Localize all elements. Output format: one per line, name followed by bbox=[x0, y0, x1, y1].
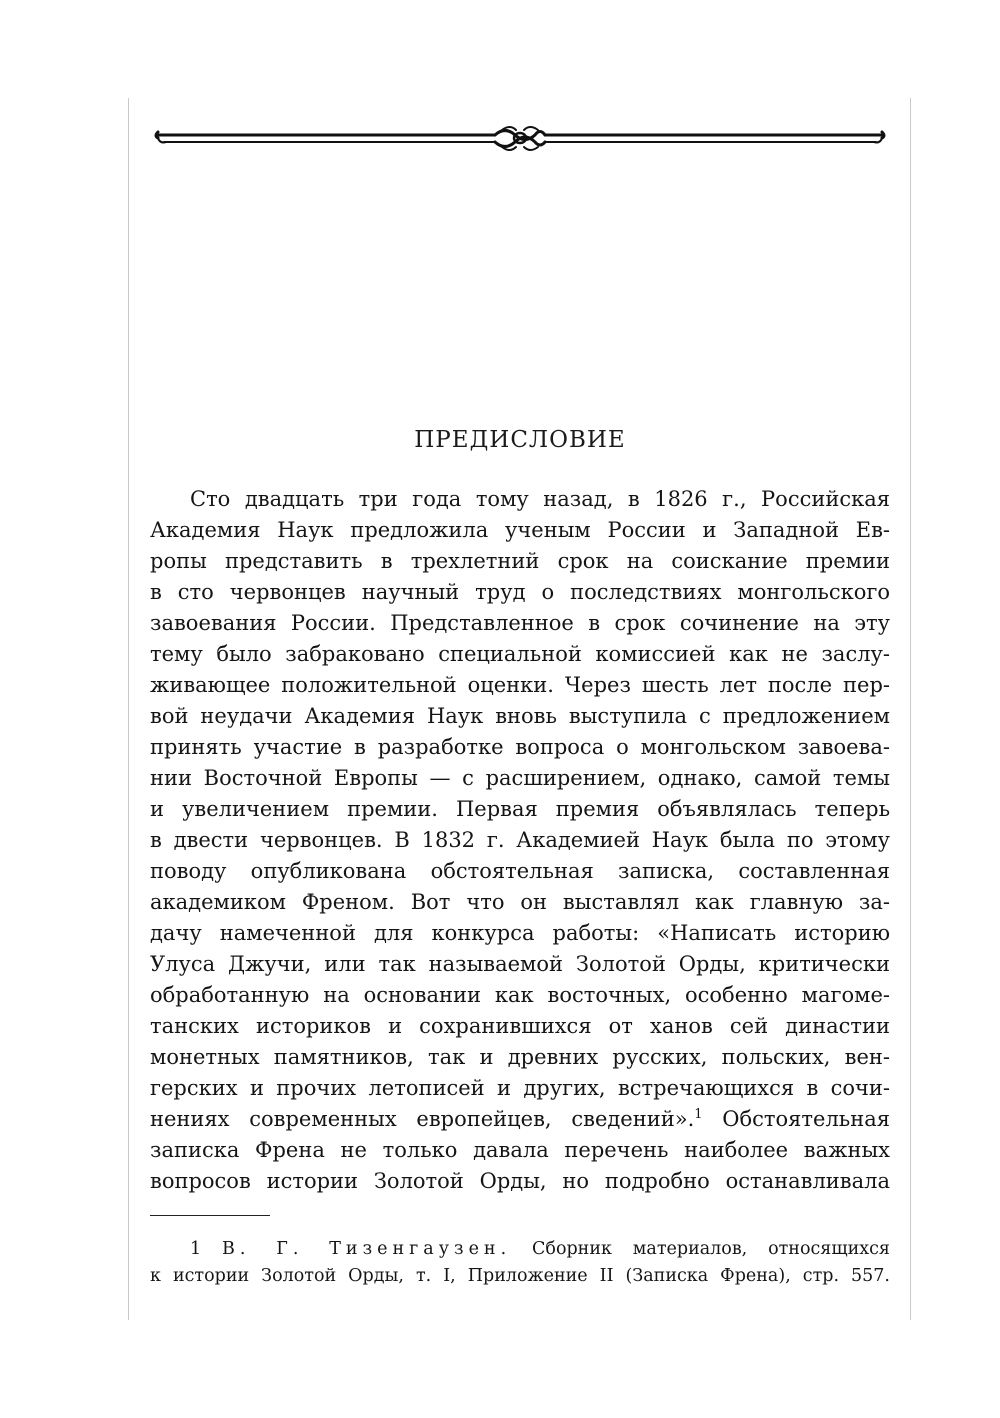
text-line: Академия Наук предложила ученым России и Западной Ев- bbox=[150, 518, 890, 542]
body-text bbox=[150, 484, 890, 1197]
text-line: обработанную на основании как восточных, особенно магоме- bbox=[150, 983, 890, 1007]
text-line: академиком Френом. Вот что он выставлял как главную за- bbox=[150, 890, 890, 914]
text-line: Сто двадцать три года тому назад, в 1826 г., Российская bbox=[190, 487, 890, 511]
text-line: тему было забраковано специальной комиссией как не заслу- bbox=[150, 642, 890, 666]
text-line: и увеличением премии. Первая премия объявлялась теперь bbox=[150, 797, 890, 821]
footnote-separator bbox=[150, 1215, 270, 1216]
text-line: записка Френа не только давала перечень наиболее важных bbox=[150, 1138, 890, 1162]
text-segment: Обстоятельная bbox=[722, 1107, 890, 1131]
left-margin-line bbox=[128, 98, 129, 1320]
footnote-marker: 1 bbox=[190, 1239, 202, 1259]
text-line: ропы представить в трехлетний срок на соискание премии bbox=[150, 549, 890, 573]
text-line: дачу намеченной для конкурса работы: «Написать историю bbox=[150, 921, 890, 945]
text-line: монетных памятников, так и древних русских, польских, вен- bbox=[150, 1045, 890, 1069]
text-line: принять участие в разработке вопроса о монгольском завоева- bbox=[150, 735, 890, 759]
text-line: Улуса Джучи, или так называемой Золотой Орды, критически bbox=[150, 952, 890, 976]
text-line: в двести червонцев. В 1832 г. Академией Наук была по этому bbox=[150, 828, 890, 852]
text-line: в сто червонцев научный труд о последствиях монгольского bbox=[150, 580, 890, 604]
text-line: завоевания России. Представленное в срок сочинение на эту bbox=[150, 611, 890, 635]
text-line: вой неудачи Академия Наук вновь выступила с предложением bbox=[150, 704, 890, 728]
text-segment: нениях современных европейцев, сведений». bbox=[150, 1107, 695, 1131]
text-line: танских историков и сохранившихся от ханов сей династии bbox=[150, 1014, 890, 1038]
ornament-divider bbox=[150, 118, 890, 158]
footnote-text: Сборник материалов, относящихся bbox=[532, 1239, 890, 1259]
text-line-with-footnote bbox=[150, 1104, 890, 1135]
text-line: вопросов истории Золотой Орды, но подробно останавливала bbox=[150, 1169, 890, 1193]
text-line: поводу опубликована обстоятельная записка, составленная bbox=[150, 859, 890, 883]
footnote bbox=[150, 1236, 890, 1290]
text-line: герских и прочих летописей и других, встречающихся в сочи- bbox=[150, 1076, 890, 1100]
text-line: нии Восточной Европы — с расширением, однако, самой темы bbox=[150, 766, 890, 790]
text-line: живающее положительной оценки. Через шесть лет после пер- bbox=[150, 673, 890, 697]
footnote-author: В. Г. Тизенгаузен. bbox=[221, 1239, 512, 1259]
footnote-line: к истории Золотой Орды, т. I, Приложение II (Записка Френа), стр. 557. bbox=[150, 1266, 890, 1286]
page-title: ПРЕДИСЛОВИЕ bbox=[414, 427, 626, 453]
footnote-line bbox=[150, 1236, 890, 1263]
right-margin-line bbox=[910, 98, 911, 1320]
footnote-reference[interactable]: 1 bbox=[694, 1107, 703, 1122]
